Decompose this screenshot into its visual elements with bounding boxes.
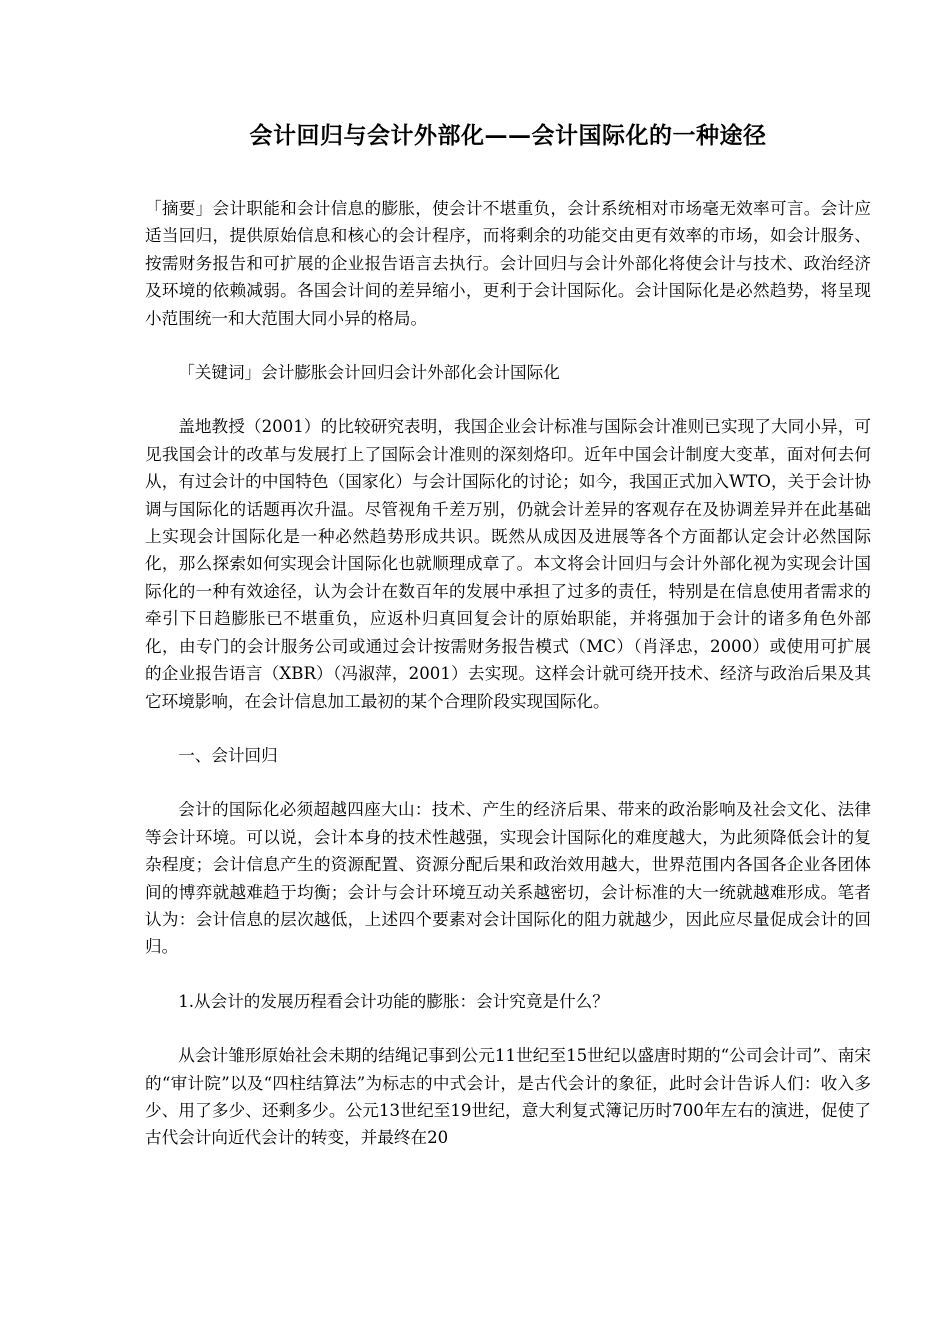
keywords-paragraph: 「关键词」会计膨胀会计回归会计外部化会计国际化 [178,363,560,383]
subsection-body-function-expansion: 从会计雏形原始社会未期的结绳记事到公元11世纪至15世纪以盛唐时期的“公司会计司”、南宋的“审计院”以及“四柱结算法”为标志的中式会计，是古代会计的象征，此时会计告诉人们：收入多少、用了多少、还剩多少。公元13世纪至19世纪，意大利复式簿记历时700年左右的演进，促使了古代会计向近代会计的转变，并最终在20 [145,1046,871,1148]
abstract-paragraph: 「摘要」会计职能和会计信息的膨胀，使会计不堪重负，会计系统相对市场毫无效率可言。会计应适当回归，提供原始信息和核心的会计程序，而将剩余的功能交由更有效率的市场，如会计服务、按需财务报告和可扩展的企业报告语言去执行。会计回归与会计外部化将使会计与技术、政治经济及环境的依赖减弱。各国会计间的差异缩小，更利于会计国际化。会计国际化是必然趋势，将呈现小范围统一和大范围大同小异的格局。 [145,199,871,328]
intro-paragraph: 盖地教授（2001）的比较研究表明，我国企业会计标准与国际会计准则已实现了大同小异，可见我国会计的改革与发展打上了国际会计准则的深刻烙印。近年中国会计制度大变革，面对何去何从，有过会计的中国特色（国家化）与会计国际化的讨论；如今，我国正式加入WTO，关于会计协调与国际化的话题再次升温。尽管视角千差万别，仍就会计差异的客观存在及协调差异并在此基础上实现会计国际化是一种必然趋势形成共识。既然从成因及进展等各个方面都认定会计必然国际化，那么探索如何实现会计国际化也就顺理成章了。本文将会计回归与会计外部化视为实现会计国际化的一种有效途径，认为会计在数百年的发展中承担了过多的责任，特别是在信息使用者需求的牵引下日趋膨胀已不堪重负，应返朴归真回复会计的原始职能，并将强加于会计的诸多角色外部化，由专门的会计服务公司或通过会计按需财务报告模式（MC）（肖泽忠，2000）或使用可扩展的企业报告语言（XBR）（冯淑萍，2001）去实现。这样会计就可绕开技术、经济与政治后果及其它环境影响，在会计信息加工最初的某个合理阶段实现国际化。 [145,417,871,711]
document-page [145,0,871,1152]
document-title: 会计回归与会计外部化——会计国际化的一种途径 [249,122,767,149]
section-body-accounting-regression: 会计的国际化必须超越四座大山：技术、产生的经济后果、带来的政治影响及社会文化、法律等会计环境。可以说，会计本身的技术性越强，实现会计国际化的难度越大，为此须降低会计的复杂程度；会计信息产生的资源配置、资源分配后果和政治效用越大，世界范围内各国各企业各团体间的博弈就越难趋于均衡；会计与会计环境互动关系越密切，会计标准的大一统就越难形成。笔者认为：会计信息的层次越低，上述四个要素对会计国际化的阻力就越少，因此应尽量促成会计的回归。 [145,800,871,957]
subsection-heading-function-expansion: 1.从会计的发展历程看会计功能的膨胀：会计究竟是什么？ [178,991,609,1011]
section-heading-accounting-regression: 一、会计回归 [178,745,278,765]
